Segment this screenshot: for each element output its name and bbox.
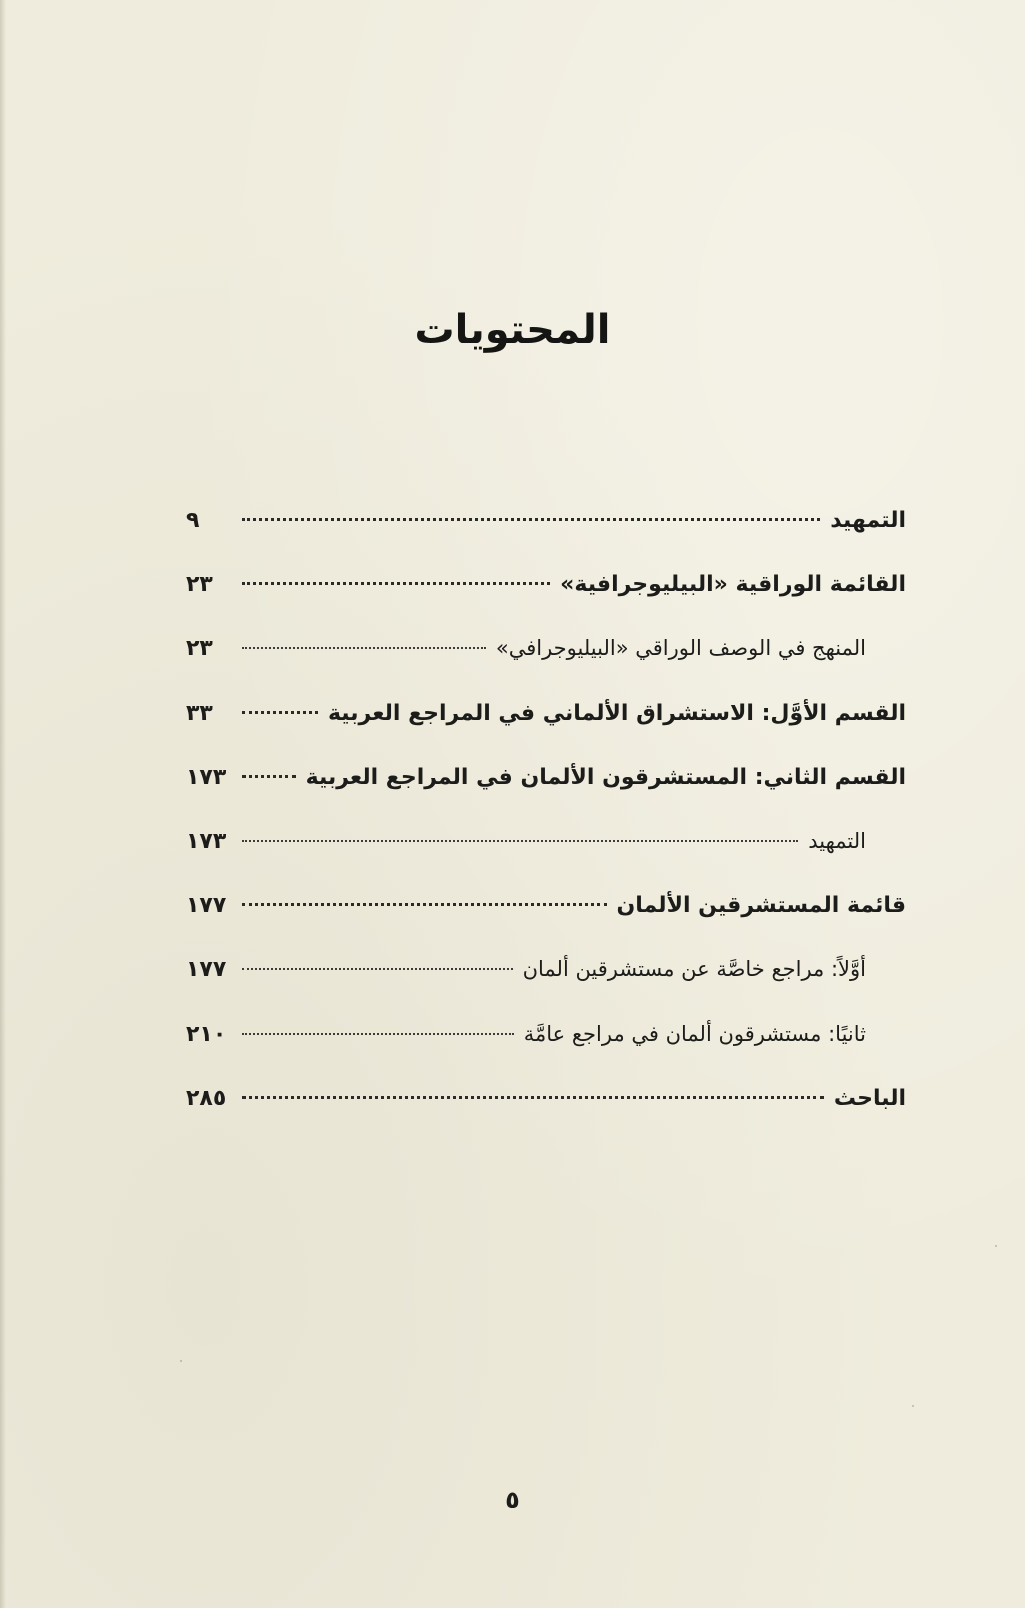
toc-entry-page: ٢١٠ — [186, 1021, 227, 1047]
toc-subentry[interactable] — [186, 636, 906, 700]
toc-subentry[interactable] — [186, 1022, 906, 1086]
table-of-contents — [186, 508, 906, 1150]
toc-entry[interactable] — [186, 572, 906, 636]
dot-leader — [242, 903, 607, 906]
toc-entry-label: أوَّلاً: مراجع خاصَّة عن مستشرقين ألمان — [522, 957, 866, 982]
toc-entry-label: القسم الثاني: المستشرقون الألمان في المراجع العربية — [305, 764, 906, 790]
toc-entry-label: التمهيد — [808, 828, 866, 853]
toc-entry-label: القائمة الوراقية «البيليوجرافية» — [560, 572, 906, 598]
toc-entry-label: المنهج في الوصف الوراقي «البيليوجرافي» — [495, 636, 866, 661]
dot-leader — [242, 582, 550, 585]
dot-leader — [242, 775, 296, 778]
toc-entry-page: ٣٣ — [186, 700, 213, 726]
toc-entry-page: ١٧٣ — [186, 828, 227, 854]
toc-entry-page: ١٧٣ — [186, 764, 227, 790]
toc-entry[interactable] — [186, 765, 906, 829]
toc-entry-label: قائمة المستشرقين الألمان — [616, 893, 906, 919]
toc-entry-page: ٢٣ — [186, 572, 213, 598]
dot-leader — [242, 647, 486, 649]
toc-entry-page: ٩ — [186, 508, 200, 533]
toc-entry-label: التمهيد — [830, 508, 906, 533]
dot-leader — [242, 1096, 824, 1099]
toc-entry-page: ٢٣ — [186, 636, 213, 662]
dot-leader — [242, 840, 798, 842]
toc-entry-label: الباحث — [833, 1085, 906, 1111]
page-number: ٥ — [505, 1486, 520, 1514]
toc-entry-page: ١٧٧ — [186, 893, 227, 919]
page-edge-shadow — [0, 0, 6, 1608]
dot-leader — [242, 711, 318, 714]
dot-leader — [242, 518, 820, 521]
paper-speck — [912, 1405, 914, 1407]
toc-entry-page: ١٧٧ — [186, 957, 227, 983]
contents-title: المحتويات — [414, 307, 611, 353]
toc-entry[interactable] — [186, 1086, 906, 1150]
toc-entry-label: ثانيًا: مستشرقون ألمان في مراجع عامَّة — [523, 1021, 866, 1046]
toc-entry-page: ٢٨٥ — [186, 1085, 227, 1111]
toc-entry[interactable] — [186, 893, 906, 957]
paper-speck — [180, 1360, 182, 1362]
paper-speck — [995, 1245, 997, 1247]
toc-entry[interactable] — [186, 508, 906, 572]
dot-leader — [242, 1033, 514, 1035]
dot-leader — [242, 968, 513, 970]
toc-subentry[interactable] — [186, 829, 906, 893]
toc-entry-label: القسم الأوَّل: الاستشراق الألماني في المراجع العربية — [327, 700, 906, 726]
toc-subentry[interactable] — [186, 957, 906, 1021]
toc-entry[interactable] — [186, 701, 906, 765]
